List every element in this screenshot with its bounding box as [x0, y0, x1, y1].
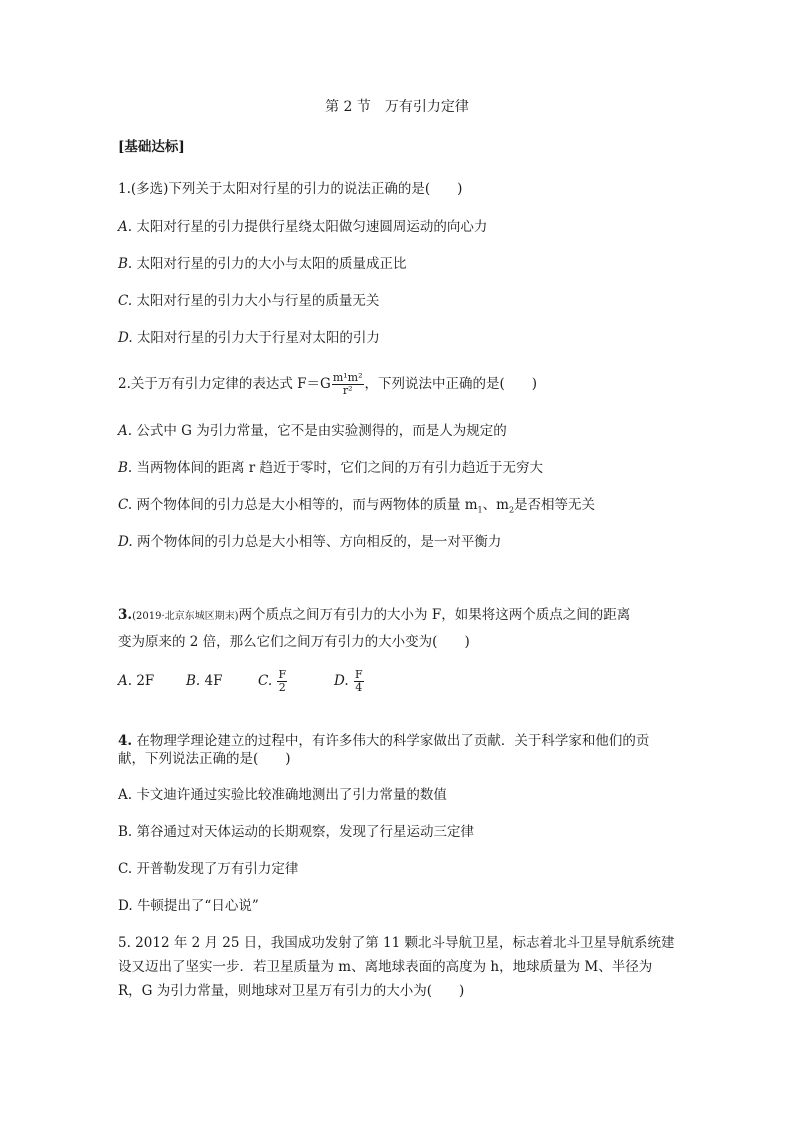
q3-stem-line2: 变为原来的 2 倍，那么它们之间万有引力的大小变为( )	[118, 634, 470, 650]
q3-option-d	[334, 666, 365, 696]
option-text-part: 两个物体间的引力总是大小相等的，而与两物体的质量 m	[136, 497, 478, 513]
option-letter: A.	[118, 787, 133, 803]
q5-stem-line3: R，G 为引力常量，则地球对卫星万有引力的大小为( )	[118, 983, 465, 999]
option-text: 太阳对行星的引力的大小与太阳的质量成正比	[136, 256, 407, 272]
formula-denominator: r²	[342, 384, 353, 397]
option-text-part: 、m	[482, 497, 509, 513]
q2-stem-prefix: 2.关于万有引力定律的表达式 F＝G	[118, 376, 331, 392]
option-letter: D.	[118, 330, 133, 346]
page-title: 第 2 节 万有引力定律	[325, 99, 469, 115]
question-source: (2019·北京东城区期末)	[132, 611, 239, 622]
option-letter: B.	[186, 673, 201, 689]
q1-stem: 1.(多选)下列关于太阳对行星的引力的说法正确的是( )	[118, 181, 463, 197]
subscript: 1	[477, 505, 483, 515]
q4-option-d	[118, 897, 259, 915]
q4-stem-line1	[118, 732, 649, 750]
q2-option-c	[118, 496, 595, 520]
fraction-denominator: 2	[278, 681, 286, 694]
q1-option-a	[118, 218, 487, 236]
q3-option-b	[186, 672, 222, 690]
fraction	[277, 669, 287, 694]
option-text: 太阳对行星的引力大小与行星的质量无关	[136, 293, 380, 309]
option-text: 牛顿提出了“日心说”	[136, 898, 259, 914]
q4-option-b	[118, 823, 474, 841]
gravity-formula	[332, 372, 364, 397]
option-text: 开普勒发现了万有引力定律	[136, 861, 299, 877]
fraction-denominator: 4	[355, 681, 363, 694]
option-letter: B.	[118, 256, 133, 272]
fraction	[354, 669, 364, 694]
fraction-numerator: F	[354, 668, 363, 681]
section-label: [基础达标]	[118, 139, 185, 155]
q3-stem-line1	[118, 606, 630, 626]
option-letter: D.	[334, 673, 349, 689]
option-letter: C.	[118, 497, 133, 513]
option-text: 太阳对行星的引力大于行星对太阳的引力	[136, 330, 380, 346]
fraction-numerator: F	[278, 668, 287, 681]
q2-stem-suffix: ，下列说法中正确的是( )	[364, 376, 538, 392]
q4-stem-text: 在物理学理论建立的过程中，有许多伟大的科学家做出了贡献．关于科学家和他们的贡	[136, 733, 650, 749]
option-letter: A.	[118, 673, 133, 689]
q4-stem-line2: 献，下列说法正确的是( )	[118, 751, 291, 767]
option-letter: A.	[118, 423, 133, 439]
option-letter: C.	[118, 293, 133, 309]
option-letter: D.	[118, 898, 133, 914]
option-text: 太阳对行星的引力提供行星绕太阳做匀速圆周运动的向心力	[136, 219, 488, 235]
option-text: 当两物体间的距离 r 趋近于零时，它们之间的万有引力趋近于无穷大	[136, 460, 544, 476]
option-text	[136, 497, 595, 513]
q3-stem-text: 两个质点之间万有引力的大小为 F，如果将这两个质点之间的距离	[238, 607, 631, 623]
option-text: 第谷通过对天体运动的长期观察，发现了行星运动三定律	[136, 824, 475, 840]
subscript: 2	[508, 505, 515, 515]
q1-option-b	[118, 255, 407, 273]
option-text: 4F	[204, 673, 223, 689]
option-text: 2F	[136, 673, 155, 689]
q4-option-c	[118, 860, 298, 878]
option-letter: C.	[258, 673, 273, 689]
q2-option-d	[118, 533, 501, 551]
option-letter: C.	[118, 861, 133, 877]
option-letter: D.	[118, 534, 133, 550]
q5-stem-line2: 设又迈出了坚实一步．若卫星质量为 m、离地球表面的高度为 h，地球质量为 M、半径为	[118, 959, 653, 975]
q1-option-d	[118, 329, 380, 347]
question-number: 4.	[118, 733, 133, 749]
option-text: 公式中 G 为引力常量，它不是由实验测得的，而是人为规定的	[136, 423, 507, 439]
q3-option-c	[258, 666, 288, 696]
q2-option-a	[118, 422, 507, 440]
option-text: 两个物体间的引力总是大小相等、方向相反的，是一对平衡力	[136, 534, 502, 550]
q3-option-a	[118, 672, 154, 690]
q4-option-a	[118, 786, 447, 804]
formula-numerator: m¹m²	[332, 371, 363, 384]
option-text-part: 是否相等无关	[514, 497, 596, 513]
option-letter: B.	[118, 460, 133, 476]
option-letter: A.	[118, 219, 133, 235]
option-letter: B.	[118, 824, 133, 840]
question-number: 3.	[118, 607, 133, 623]
q5-stem-line1: 5. 2012 年 2 月 25 日，我国成功发射了第 11 颗北斗导航卫星，标志着北斗卫星导航系统建	[118, 935, 675, 951]
q1-option-c	[118, 292, 379, 310]
q2-stem	[118, 372, 537, 397]
option-text: 卡文迪许通过实验比较准确地测出了引力常量的数值	[136, 787, 447, 803]
q2-option-b	[118, 459, 543, 477]
